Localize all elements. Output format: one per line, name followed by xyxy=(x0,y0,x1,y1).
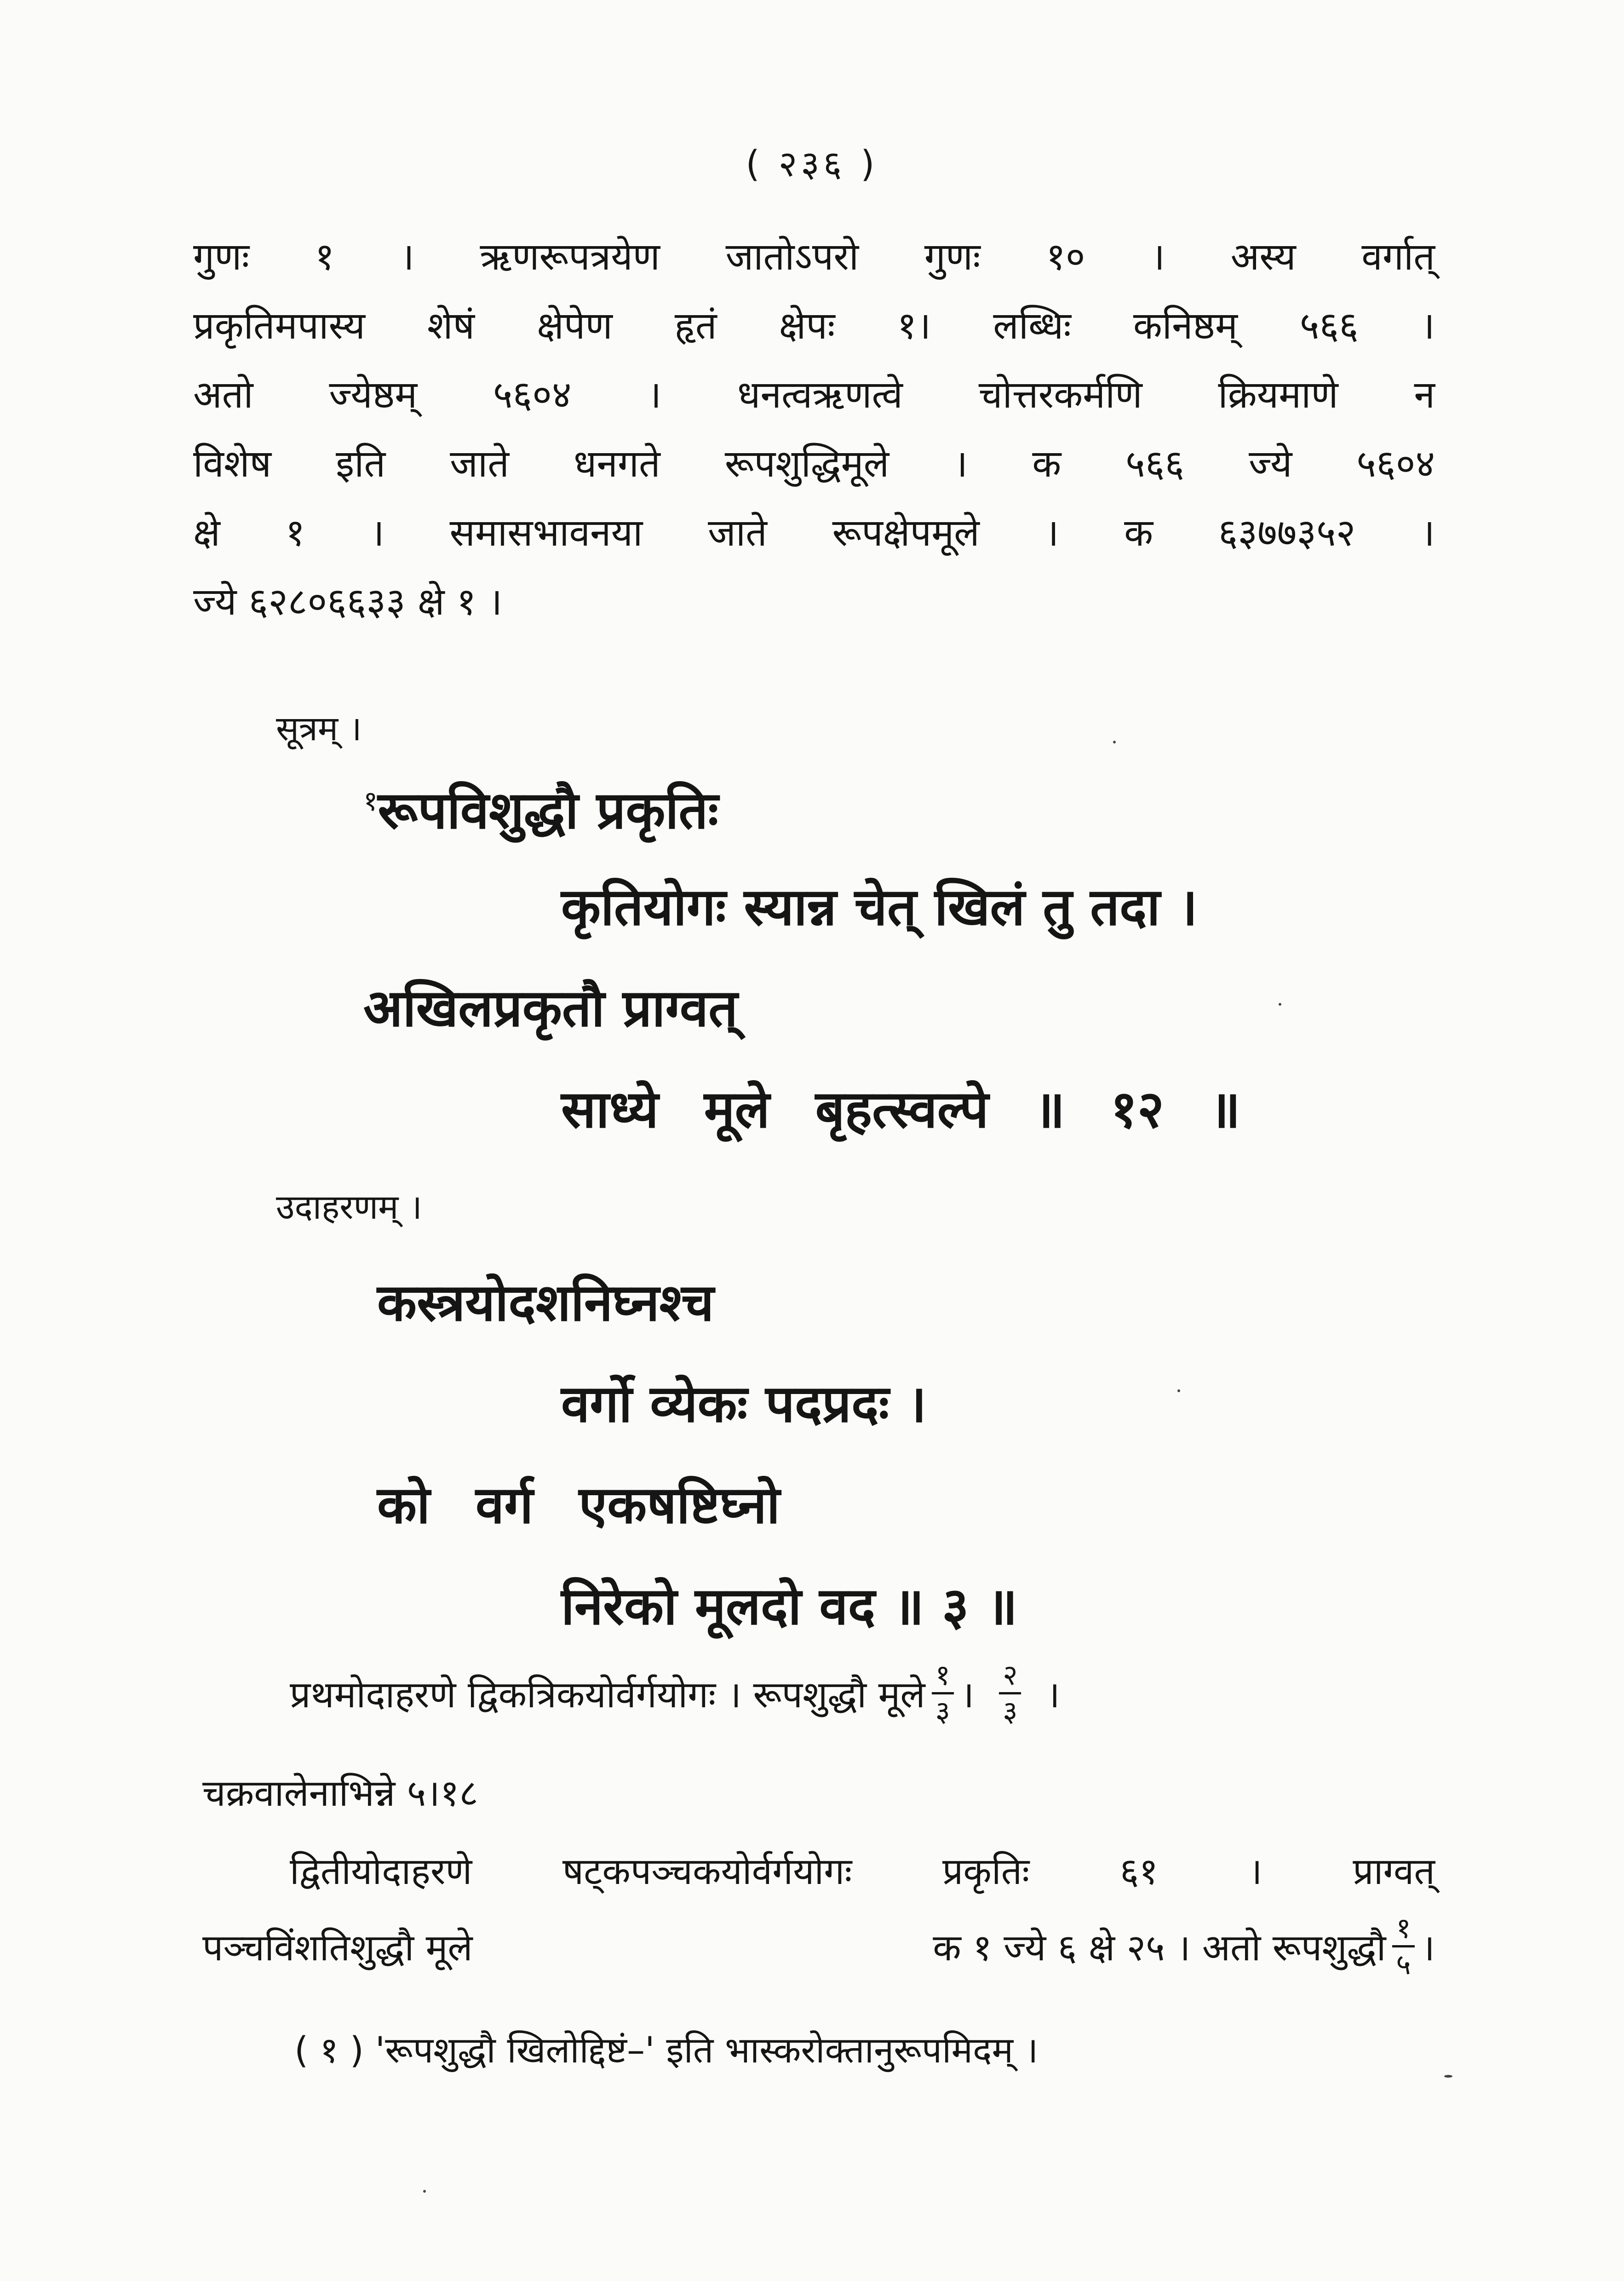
word: ५६६ xyxy=(1125,442,1185,486)
prose-line xyxy=(193,221,1435,290)
word: क xyxy=(1032,442,1062,486)
udaharana-verse-line: वर्गो व्येकः पदप्रदः । xyxy=(561,1374,927,1434)
word: गुणः xyxy=(924,235,981,279)
separator: । xyxy=(960,1673,975,1716)
word: कनिष्ठम् xyxy=(1133,304,1238,348)
page-number: ( २३६ ) xyxy=(746,144,878,185)
word: १ xyxy=(315,235,335,279)
prose-paragraph xyxy=(193,221,1435,635)
word: । xyxy=(1044,511,1059,555)
word: । xyxy=(1248,1850,1262,1893)
fraction-denominator: ३ xyxy=(935,1694,950,1728)
word: १। xyxy=(897,304,931,348)
word: । xyxy=(1151,235,1165,279)
sutra-verse-line: अखिलप्रकृतौ प्राग्वत् xyxy=(363,979,738,1038)
fraction-denominator: ५ xyxy=(1396,1947,1411,1981)
word: ५६६ xyxy=(1299,304,1359,348)
prose-line xyxy=(193,428,1435,497)
footnote-marker: १ xyxy=(363,785,378,818)
word: द्वितीयोदाहरणे xyxy=(290,1850,472,1893)
fraction-denominator: ३ xyxy=(1003,1694,1018,1728)
sutra-verse-text: रूपविशुद्धौ प्रकृतिः xyxy=(378,781,718,841)
word: प्रकृतिमपास्य xyxy=(193,304,365,348)
word: । xyxy=(400,235,414,279)
word: १ xyxy=(285,511,305,555)
udaharana-verse-line: कस्त्रयोदशनिघ्नश्च xyxy=(377,1273,714,1333)
word: विशेष xyxy=(193,442,271,486)
word: ज्येष्ठम् xyxy=(329,373,418,417)
prose-line xyxy=(193,497,1435,566)
word: ६३७७३५२ xyxy=(1218,511,1356,555)
word: न xyxy=(1414,373,1435,417)
word: ज्ये xyxy=(1249,442,1292,486)
scan-speck xyxy=(1113,741,1116,743)
fraction xyxy=(1392,1911,1414,1981)
prose-line xyxy=(193,359,1435,428)
line-end-danda: । xyxy=(1046,1673,1060,1716)
sutra-heading: सूत्रम् । xyxy=(276,709,362,749)
word: अतो xyxy=(193,373,253,417)
word: प्राग्वत् xyxy=(1353,1850,1435,1893)
fraction-numerator: २ xyxy=(999,1661,1021,1694)
fraction xyxy=(932,1658,954,1728)
word: क्षेपः xyxy=(779,304,835,348)
scan-speck xyxy=(1177,1389,1180,1392)
twentyfive-line xyxy=(202,1911,1435,1981)
word: । xyxy=(1420,511,1435,555)
word: लब्धिः xyxy=(993,304,1071,348)
word: अस्य xyxy=(1230,235,1296,279)
word: क xyxy=(1124,511,1153,555)
scan-speck xyxy=(1444,2075,1452,2078)
sutra-verse-line: साध्ये मूले बृहत्स्वल्पे ॥ १२ ॥ xyxy=(561,1080,1241,1140)
word: । xyxy=(953,442,968,486)
fraction-numerator: १ xyxy=(932,1661,954,1694)
word: शेषं xyxy=(427,304,475,348)
word: जाते xyxy=(450,442,509,486)
word: चोत्तरकर्मणि xyxy=(978,373,1142,417)
word: हृतं xyxy=(674,304,717,348)
word: १० xyxy=(1046,235,1085,279)
word: षट्कपञ्चकयोर्वर्गयोगः xyxy=(562,1850,852,1893)
word: क्षेपेण xyxy=(537,304,613,348)
word: । xyxy=(647,373,662,417)
twentyfive-text-a: पञ्चविंशतिशुद्धौ मूले xyxy=(202,1926,473,1969)
word: । xyxy=(1420,304,1435,348)
word: । xyxy=(370,511,384,555)
chakravala-line: चक्रवालेनाभिन्ने ५।१८ xyxy=(202,1772,478,1814)
word: समासभावनया xyxy=(449,511,643,555)
scan-speck xyxy=(423,2190,426,2193)
word: ऋणरूपत्रयेण xyxy=(480,235,660,279)
prose-line-text: ज्ये ६२८०६६३३ क्षे १ । xyxy=(193,580,503,624)
word: धनत्वऋणत्वे xyxy=(737,373,903,417)
word: वर्गात् xyxy=(1361,235,1435,279)
word: रूपक्षेपमूले xyxy=(832,511,980,555)
word: जाते xyxy=(708,511,767,555)
second-example-line xyxy=(290,1845,1435,1895)
first-example-line xyxy=(290,1658,1060,1728)
word: धनगते xyxy=(573,442,660,486)
fraction xyxy=(999,1658,1021,1728)
word: क्रियमाणे xyxy=(1218,373,1338,417)
twentyfive-tail xyxy=(933,1911,1435,1981)
scan-speck xyxy=(1279,1003,1281,1006)
word: जातोऽपरो xyxy=(725,235,859,279)
fraction-numerator: १ xyxy=(1392,1914,1414,1947)
footnote: ( १ ) 'रूपशुद्धौ खिलोद्दिष्टं–' इति भास्करोक्तानुरूपमिदम् । xyxy=(294,2030,1039,2071)
prose-line xyxy=(193,290,1435,359)
word: क्षे xyxy=(193,511,220,555)
word: प्रकृतिः xyxy=(942,1850,1030,1893)
prose-line xyxy=(193,566,1435,635)
word: गुणः xyxy=(193,235,250,279)
sutra-verse-line: कृतियोगः स्यान्न चेत् खिलं तु तदा । xyxy=(561,877,1198,937)
udaharana-heading: उदाहरणम् । xyxy=(276,1187,422,1227)
word: रूपशुद्धिमूले xyxy=(724,442,889,486)
sutra-verse-line xyxy=(363,773,718,843)
word: ५६०४ xyxy=(493,373,572,417)
udaharana-verse-line: निरेको मूलदो वद ॥ ३ ॥ xyxy=(561,1577,1018,1636)
line-end-danda: । xyxy=(1421,1926,1435,1969)
udaharana-verse-line: को वर्ग एकषष्टिघ्नो xyxy=(377,1475,780,1535)
twentyfive-text-b: क १ ज्ये ६ क्षे २५ । अतो रूपशुद्धौ xyxy=(933,1926,1386,1969)
word: इति xyxy=(335,442,386,486)
word: ६१ xyxy=(1119,1850,1158,1893)
first-example-text: प्रथमोदाहरणे द्विकत्रिकयोर्वर्गयोगः । रूपशुद्धौ मूले xyxy=(290,1673,925,1716)
word: ५६०४ xyxy=(1356,442,1435,486)
